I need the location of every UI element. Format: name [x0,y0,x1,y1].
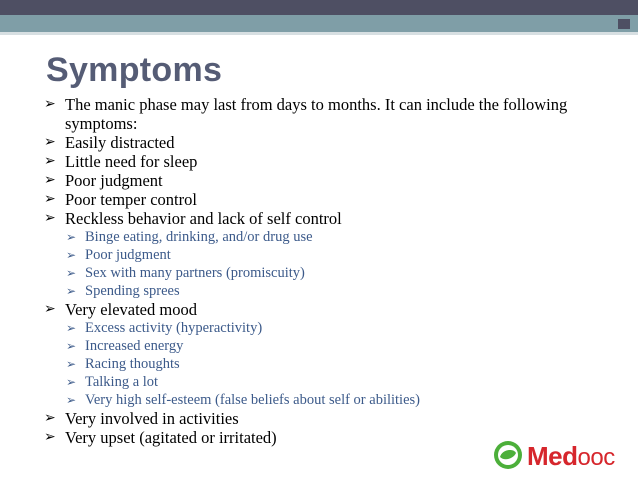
sub-bullet-item [44,282,604,300]
header-band-light [0,32,638,35]
arrow-bullet-icon: ➢ [44,302,56,317]
arrow-bullet-icon: ➢ [44,192,56,207]
sub-bullet-item [44,373,604,391]
arrow-bullet-icon: ➢ [66,393,77,407]
bullet-text: Very elevated mood [65,300,197,319]
arrow-bullet-icon: ➢ [44,430,56,445]
sub-bullet-item [44,319,604,337]
logo-mark-icon [493,440,523,470]
arrow-bullet-icon: ➢ [44,173,56,188]
arrow-bullet-icon: ➢ [66,230,77,244]
bullet-item [44,152,604,171]
bullet-text: Very upset (agitated or irritated) [65,428,277,447]
arrow-bullet-icon: ➢ [66,357,77,371]
logo-wordmark [527,440,615,474]
slide-title: Symptoms [46,51,223,89]
bullet-item [44,190,604,209]
bullet-text: Little need for sleep [65,152,198,171]
logo-ooc-text: ooc [577,444,615,471]
bullet-text: Poor temper control [65,190,197,209]
bullet-item [44,409,604,428]
bullet-text: Very involved in activities [65,409,239,428]
bullet-item [44,300,604,319]
header-band-teal [0,15,638,32]
arrow-bullet-icon: ➢ [66,248,77,262]
arrow-bullet-icon: ➢ [44,411,56,426]
header-band-dark [0,0,638,15]
bullet-text: Increased energy [85,338,184,354]
sub-bullet-item [44,264,604,282]
bullet-text: Easily distracted [65,133,175,152]
arrow-bullet-icon: ➢ [44,135,56,150]
bullet-text: Excess activity (hyperactivity) [85,320,263,336]
bullet-text: Talking a lot [85,374,159,390]
bullet-item [44,133,604,152]
bullet-item [44,95,604,133]
bullet-text: Spending sprees [85,283,180,299]
arrow-bullet-icon: ➢ [66,266,77,280]
arrow-bullet-icon: ➢ [66,339,77,353]
bullet-item [44,209,604,228]
bullet-item [44,171,604,190]
sub-bullet-item [44,355,604,373]
arrow-bullet-icon: ➢ [66,375,77,389]
arrow-bullet-icon: ➢ [44,211,56,226]
arrow-bullet-icon: ➢ [44,154,56,169]
bullet-list [44,95,604,447]
medooc-logo [493,440,633,472]
bullet-text: Reckless behavior and lack of self control [65,209,342,228]
sub-bullet-item [44,391,604,409]
arrow-bullet-icon: ➢ [44,97,56,112]
logo-med-text: Med [527,441,578,471]
bullet-text: Binge eating, drinking, and/or drug use [85,229,313,245]
sub-bullet-item [44,246,604,264]
bullet-text: Sex with many partners (promiscuity) [85,265,305,281]
arrow-bullet-icon: ➢ [66,284,77,298]
bullet-text: Very high self-esteem (false beliefs about self or abilities) [85,392,420,408]
bullet-text: Poor judgment [65,171,163,190]
arrow-bullet-icon: ➢ [66,321,77,335]
header-accent-square [618,19,630,29]
sub-bullet-item [44,337,604,355]
bullet-text: The manic phase may last from days to months. It can include the following symptoms: [65,95,568,133]
bullet-text: Poor judgment [85,247,171,263]
bullet-text: Racing thoughts [85,356,180,372]
sub-bullet-item [44,228,604,246]
